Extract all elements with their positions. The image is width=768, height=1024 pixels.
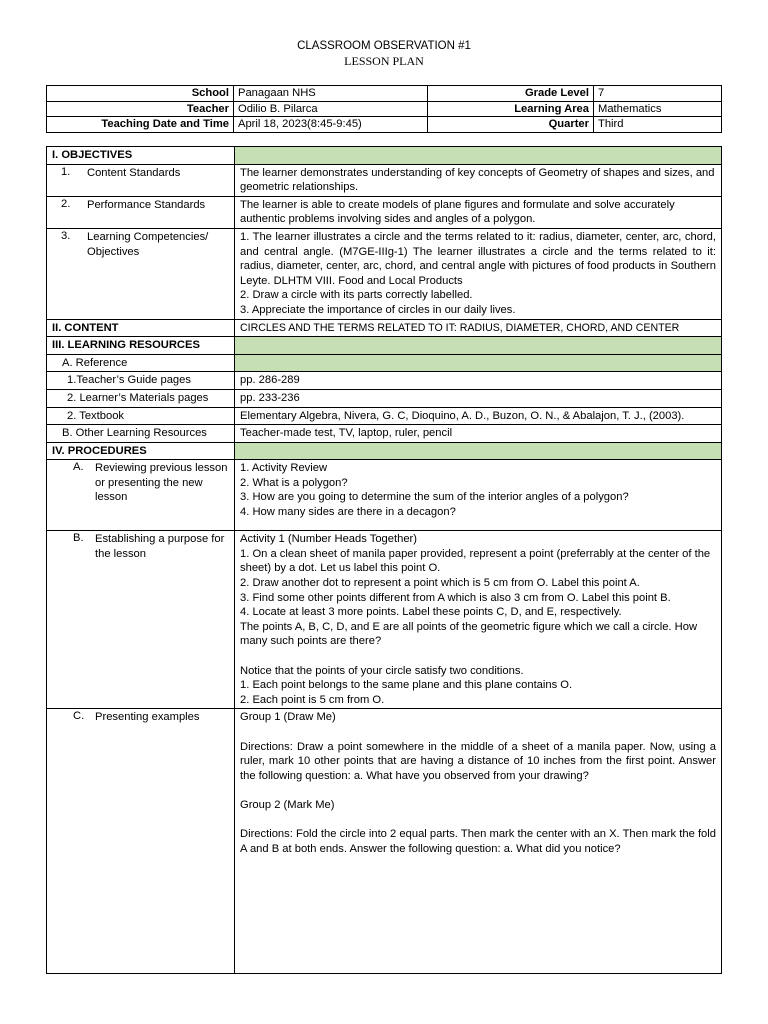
- procedure-a-label: Reviewing previous lesson or presenting the new lesson: [95, 462, 228, 504]
- procedure-b-label-cell: [47, 531, 235, 709]
- green-cell: [235, 442, 722, 460]
- learning-area-label: Learning Area: [428, 101, 594, 117]
- green-cell: [235, 147, 722, 165]
- performance-standards-text: The learner is able to create models of plane figures and formulate and solve accurately authentic problems involving sides and angles of a polygon.: [235, 196, 722, 228]
- procedure-b-row: [47, 531, 722, 709]
- performance-standards-label-cell: [47, 196, 235, 228]
- blank-line: [240, 725, 716, 740]
- procedure-b-line: 2. Draw another dot to represent a point which is 5 cm from O. Label this point A.: [240, 577, 640, 590]
- procedure-a-line: 2. What is a polygon?: [240, 476, 348, 489]
- green-cell: [235, 337, 722, 355]
- procedure-b-cell: [235, 531, 722, 709]
- teaching-date-label: Teaching Date and Time: [47, 117, 234, 133]
- content-standards-label: Content Standards: [87, 166, 181, 179]
- quarter-label: Quarter: [428, 117, 594, 133]
- reference-row: [47, 354, 722, 372]
- procedure-b-line: 1. On a clean sheet of manila paper provided, represent a point (preferrably at the center of the sheet) by a dot. Let us label this point O.: [240, 547, 711, 575]
- teachers-guide-row: [47, 372, 722, 390]
- grade-level-label: Grade Level: [428, 86, 594, 102]
- blank-line: [240, 649, 716, 664]
- document-subtitle: LESSON PLAN: [344, 54, 424, 68]
- teachers-guide-value: pp. 286-289: [235, 372, 722, 390]
- content-standards-text: The learner demonstrates understanding of key concepts of Geometry of shapes and sizes, and geometric relationships.: [235, 164, 722, 196]
- competency-line: 1. The learner illustrates a circle and the terms related to it: radius, diameter, center, arc, chord, and central angle. (M7GE-IIIg-1) The learner illustrates a circle and the terms related to it: radius, diameter, center, arc, chord, and central angle with pictures of food products in Southern Leyte. DLHTM VIII. Food and Local Products: [240, 230, 716, 287]
- resources-heading: III. LEARNING RESOURCES: [47, 337, 235, 355]
- content-text: CIRCLES AND THE TERMS RELATED TO IT: RADIUS, DIAMETER, CHORD, AND CENTER: [235, 319, 722, 337]
- teacher-label: Teacher: [47, 101, 234, 117]
- info-row: [47, 117, 722, 133]
- textbook-row: [47, 407, 722, 425]
- procedure-a-line: 3. How are you going to determine the sum of the interior angles of a polygon?: [240, 491, 629, 504]
- procedure-a-line: 4. How many sides are there in a decagon?: [240, 506, 456, 519]
- reference-label: A. Reference: [47, 354, 235, 372]
- procedure-a-line: 1. Activity Review: [240, 462, 328, 475]
- procedure-a-label-cell: [47, 460, 235, 531]
- blank-line: [240, 783, 716, 798]
- procedure-letter: B.: [73, 532, 84, 545]
- procedure-b-label: Establishing a purpose for the lesson: [95, 533, 225, 560]
- competencies-label-cell: [47, 228, 235, 319]
- procedure-c-label: Presenting examples: [95, 711, 200, 724]
- item-number: 3.: [61, 229, 71, 242]
- group-2-directions: Directions: Fold the circle into 2 equal parts. Then mark the center with an X. Then mark the fold A and B at both ends. Answer the following question: a. What did you notice?: [240, 828, 716, 855]
- teacher-value: Odilio B. Pilarca: [234, 101, 428, 117]
- content-heading: II. CONTENT: [47, 319, 235, 337]
- competencies-cell: [235, 228, 722, 319]
- performance-standards-row: [47, 196, 722, 228]
- school-value: Panagaan NHS: [234, 86, 428, 102]
- grade-level-value: 7: [594, 86, 722, 102]
- competencies-label: Learning Competencies/ Objectives: [87, 230, 209, 258]
- textbook-value: Elementary Algebra, Nivera, G. C, Dioquino, A. D., Buzon, O. N., & Abalajon, T. J., (2003).: [235, 407, 722, 425]
- teaching-date-value: April 18, 2023(8:45-9:45): [234, 117, 428, 133]
- learning-area-value: Mathematics: [594, 101, 722, 117]
- info-row: [47, 86, 722, 102]
- procedure-letter: A.: [73, 461, 84, 474]
- competency-line: 2. Draw a circle with its parts correctly labelled.: [240, 289, 473, 302]
- green-cell: [235, 354, 722, 372]
- info-row: [47, 101, 722, 117]
- learners-materials-value: pp. 233-236: [235, 389, 722, 407]
- procedure-b-line: Notice that the points of your circle satisfy two conditions.: [240, 664, 524, 677]
- group-2-title: Group 2 (Mark Me): [240, 798, 335, 811]
- document-title: CLASSROOM OBSERVATION #1: [297, 40, 471, 52]
- procedures-heading-row: [47, 442, 722, 460]
- performance-standards-label: Performance Standards: [87, 198, 206, 211]
- learners-materials-label: 2. Learner’s Materials pages: [47, 389, 235, 407]
- procedure-b-line: 2. Each point is 5 cm from O.: [240, 693, 385, 706]
- learners-materials-row: [47, 389, 722, 407]
- lesson-table: [46, 146, 722, 974]
- content-standards-row: [47, 164, 722, 196]
- procedure-a-row: [47, 460, 722, 531]
- competencies-row: [47, 228, 722, 319]
- quarter-value: Third: [594, 117, 722, 133]
- content-standards-label-cell: [47, 164, 235, 196]
- procedure-b-line: The points A, B, C, D, and E are all points of the geometric figure which we call a circle. How many such points are there?: [240, 620, 698, 648]
- procedure-b-line: 3. Find some other points different from A which is also 3 cm from O. Label this point B.: [240, 591, 671, 604]
- procedure-a-cell: [235, 460, 722, 531]
- procedure-b-line: 1. Each point belongs to the same plane and this plane contains O.: [240, 679, 573, 692]
- competency-line: 3. Appreciate the importance of circles in our daily lives.: [240, 303, 516, 316]
- other-resources-row: [47, 425, 722, 443]
- objectives-heading: I. OBJECTIVES: [47, 147, 235, 165]
- other-resources-value: Teacher-made test, TV, laptop, ruler, pencil: [235, 425, 722, 443]
- procedure-letter: C.: [73, 710, 85, 723]
- info-table: [46, 85, 722, 133]
- other-resources-label: B. Other Learning Resources: [47, 425, 235, 443]
- item-number: 1.: [61, 165, 71, 178]
- blank-line: [240, 813, 716, 828]
- item-number: 2.: [61, 197, 71, 210]
- procedure-c-label-cell: [47, 709, 235, 974]
- procedure-b-line: 4. Locate at least 3 more points. Label these points C, D, and E, respectively.: [240, 606, 622, 619]
- school-label: School: [47, 86, 234, 102]
- procedure-c-row: [47, 709, 722, 974]
- procedure-b-line: Activity 1 (Number Heads Together): [240, 533, 417, 546]
- teachers-guide-label: 1.Teacher’s Guide pages: [47, 372, 235, 390]
- procedures-heading: IV. PROCEDURES: [47, 442, 235, 460]
- objectives-heading-row: [47, 147, 722, 165]
- procedure-c-cell: [235, 709, 722, 974]
- group-1-title: Group 1 (Draw Me): [240, 711, 336, 724]
- textbook-label: 2. Textbook: [47, 407, 235, 425]
- group-1-directions: Directions: Draw a point somewhere in the middle of a sheet of a manila paper. Now, using a ruler, mark 10 other points that are having a distance of 10 inches from the first point. Answer the following question: a. What have you observed from your drawing?: [240, 740, 716, 782]
- content-row: [47, 319, 722, 337]
- resources-heading-row: [47, 337, 722, 355]
